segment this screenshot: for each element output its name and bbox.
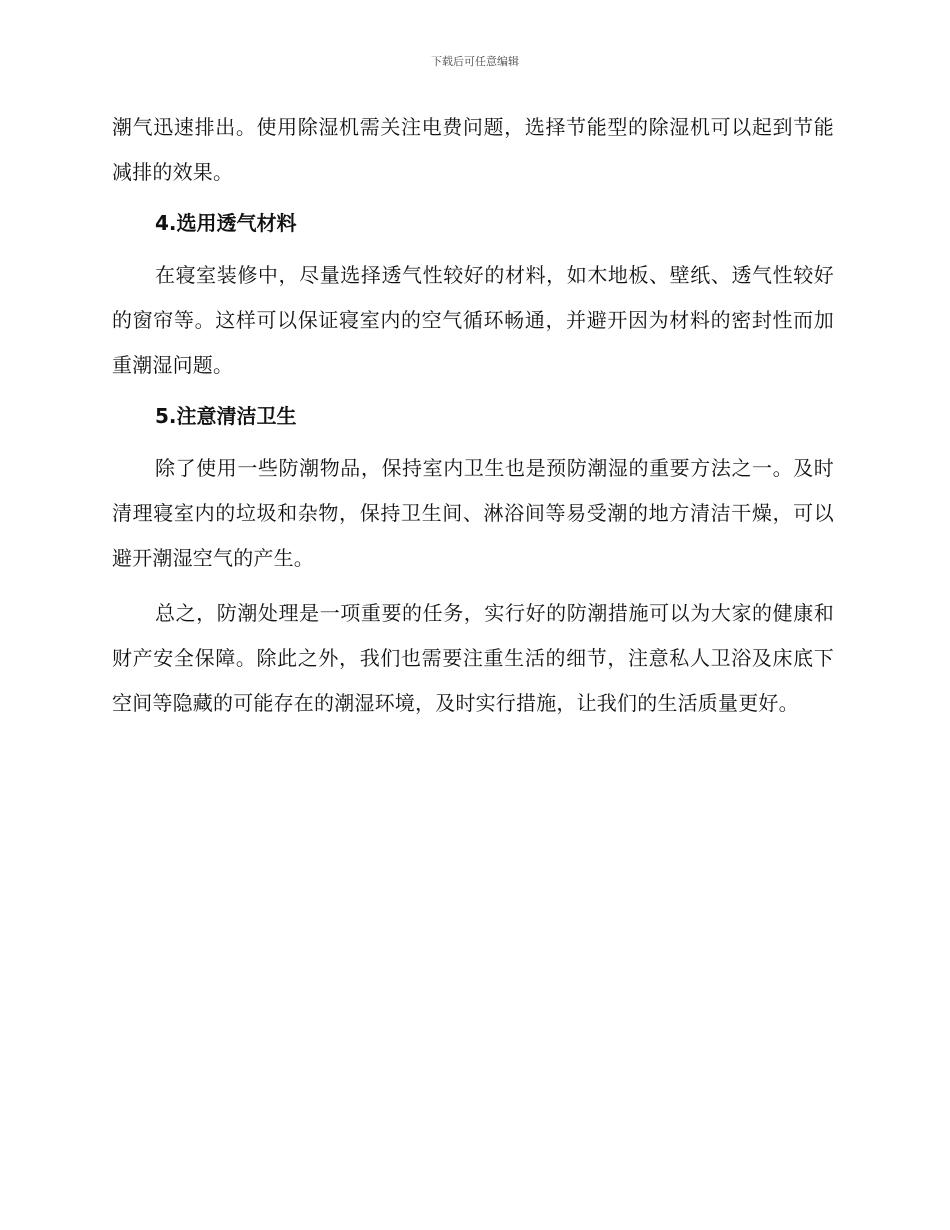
section-heading-4: 4.选用透气材料 xyxy=(155,211,297,235)
section-heading-5: 5.注意清洁卫生 xyxy=(155,404,297,428)
paragraph-continuation: 潮气迅速排出。使用除湿机需关注电费问题，选择节能型的除湿机可以起到节能减排的效果。 xyxy=(112,115,834,184)
paragraph-spacer xyxy=(112,581,834,591)
page-header: 下载后可任意编辑 xyxy=(431,55,519,68)
paragraph-breathable-materials: 在寝室装修中，尽量选择透气性较好的材料，如木地板、壁纸、透气性较好的窗帘等。这样可以保证寝室内的空气循环畅通，并避开因为材料的密封性而加重潮湿问题。 xyxy=(112,263,834,377)
paragraph-conclusion: 总之，防潮处理是一项重要的任务，实行好的防潮措施可以为大家的健康和财产安全保障。除此之外，我们也需要注重生活的细节，注意私人卫浴及床底下空间等隐藏的可能存在的潮湿环境，及时实行措施，让我们的生活质量更好。 xyxy=(112,601,834,715)
paragraph-cleanliness: 除了使用一些防潮物品，保持室内卫生也是预防潮湿的重要方法之一。及时清理寝室内的垃圾和杂物，保持卫生间、淋浴间等易受潮的地方清洁干燥，可以避开潮湿空气的产生。 xyxy=(112,456,834,570)
document-body xyxy=(112,105,834,726)
